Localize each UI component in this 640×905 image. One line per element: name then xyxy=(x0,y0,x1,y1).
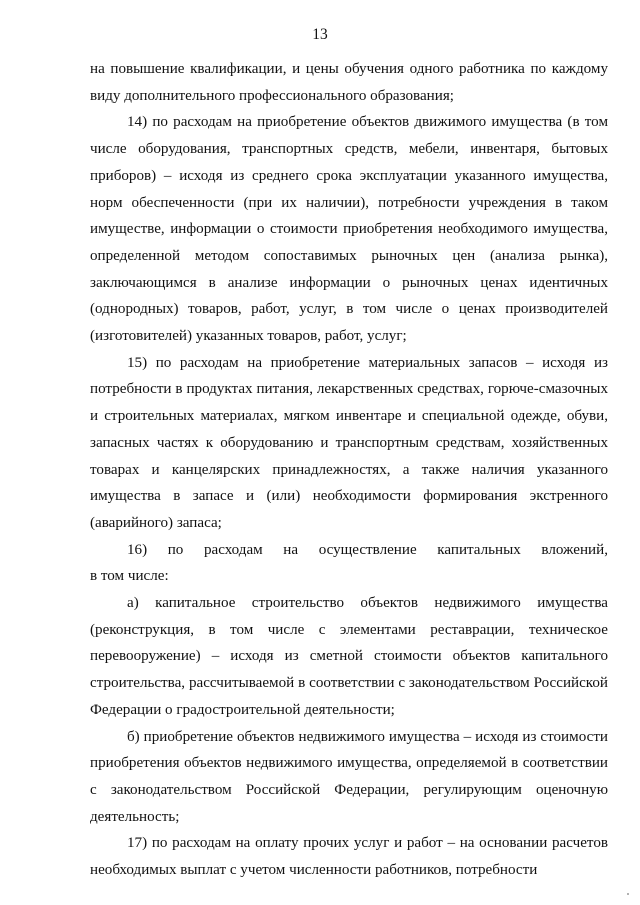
paragraph-continuation: на повышение квалификации, и цены обучения одного работника по каждому виду дополнительного профессионального образования; xyxy=(90,61,608,104)
paragraph-item-16-a: а) капитальное строительство объектов недвижимого имущества (реконструкция, в том числе с элементами реставрации, техническое перевооружение) – исходя из сметной стоимости объектов капитального строительства, рассчитываемой в соответствии с законодательством Российской Федерации о градостроительной деятельности; xyxy=(90,595,608,718)
document-body xyxy=(90,56,608,884)
page-number: 13 xyxy=(312,26,328,43)
paragraph-item-16: 16) по расходам на осуществление капитальных вложений, xyxy=(127,541,608,558)
paragraph-item-17: 17) по расходам на оплату прочих услуг и работ – на основании расчетов необходимых выплат с учетом численности работников, потребности xyxy=(90,835,608,879)
paragraph-item-14: 14) по расходам на приобретение объектов движимого имущества (в том числе оборудования, транспортных средств, мебели, инвентаря, бытовых приборов) – исходя из среднего срока эксплуатации указанного имущества, норм обеспеченности (при их наличии), потребности учреждения в таком имуществе, информации о стоимости приобретения необходимого имущества, определенной методом сопоставимых рыночных цен (анализа рынка), заключающимся в анализе информации о рыночных ценах идентичных (однородных) товаров, работ, услуг, в том числе о ценах производителей (изготовителей) указанных товаров, работ, услуг; xyxy=(90,114,608,345)
paragraph-item-15: 15) по расходам на приобретение материальных запасов – исходя из потребности в продуктах питания, лекарственных средствах, горюче-смазочных и строительных материалах, мягком инвентаре и специальной одежде, обуви, запасных частях к оборудованию и транспортным средствам, хозяйственных товарах и канцелярских принадлежностях, а также наличия указанного имущества в запасе и (или) необходимости формирования экстренного (аварийного) запаса; xyxy=(90,354,608,531)
paragraph-item-16-continuation: в том числе: xyxy=(90,568,169,585)
scan-speck xyxy=(627,893,629,895)
paragraph-item-16-b: б) приобретение объектов недвижимого имущества – исходя из стоимости приобретения объектов недвижимого имущества, определяемой в соответствии с законодательством Российской Федерации, регулирующим оценочную деятельность; xyxy=(90,728,608,825)
